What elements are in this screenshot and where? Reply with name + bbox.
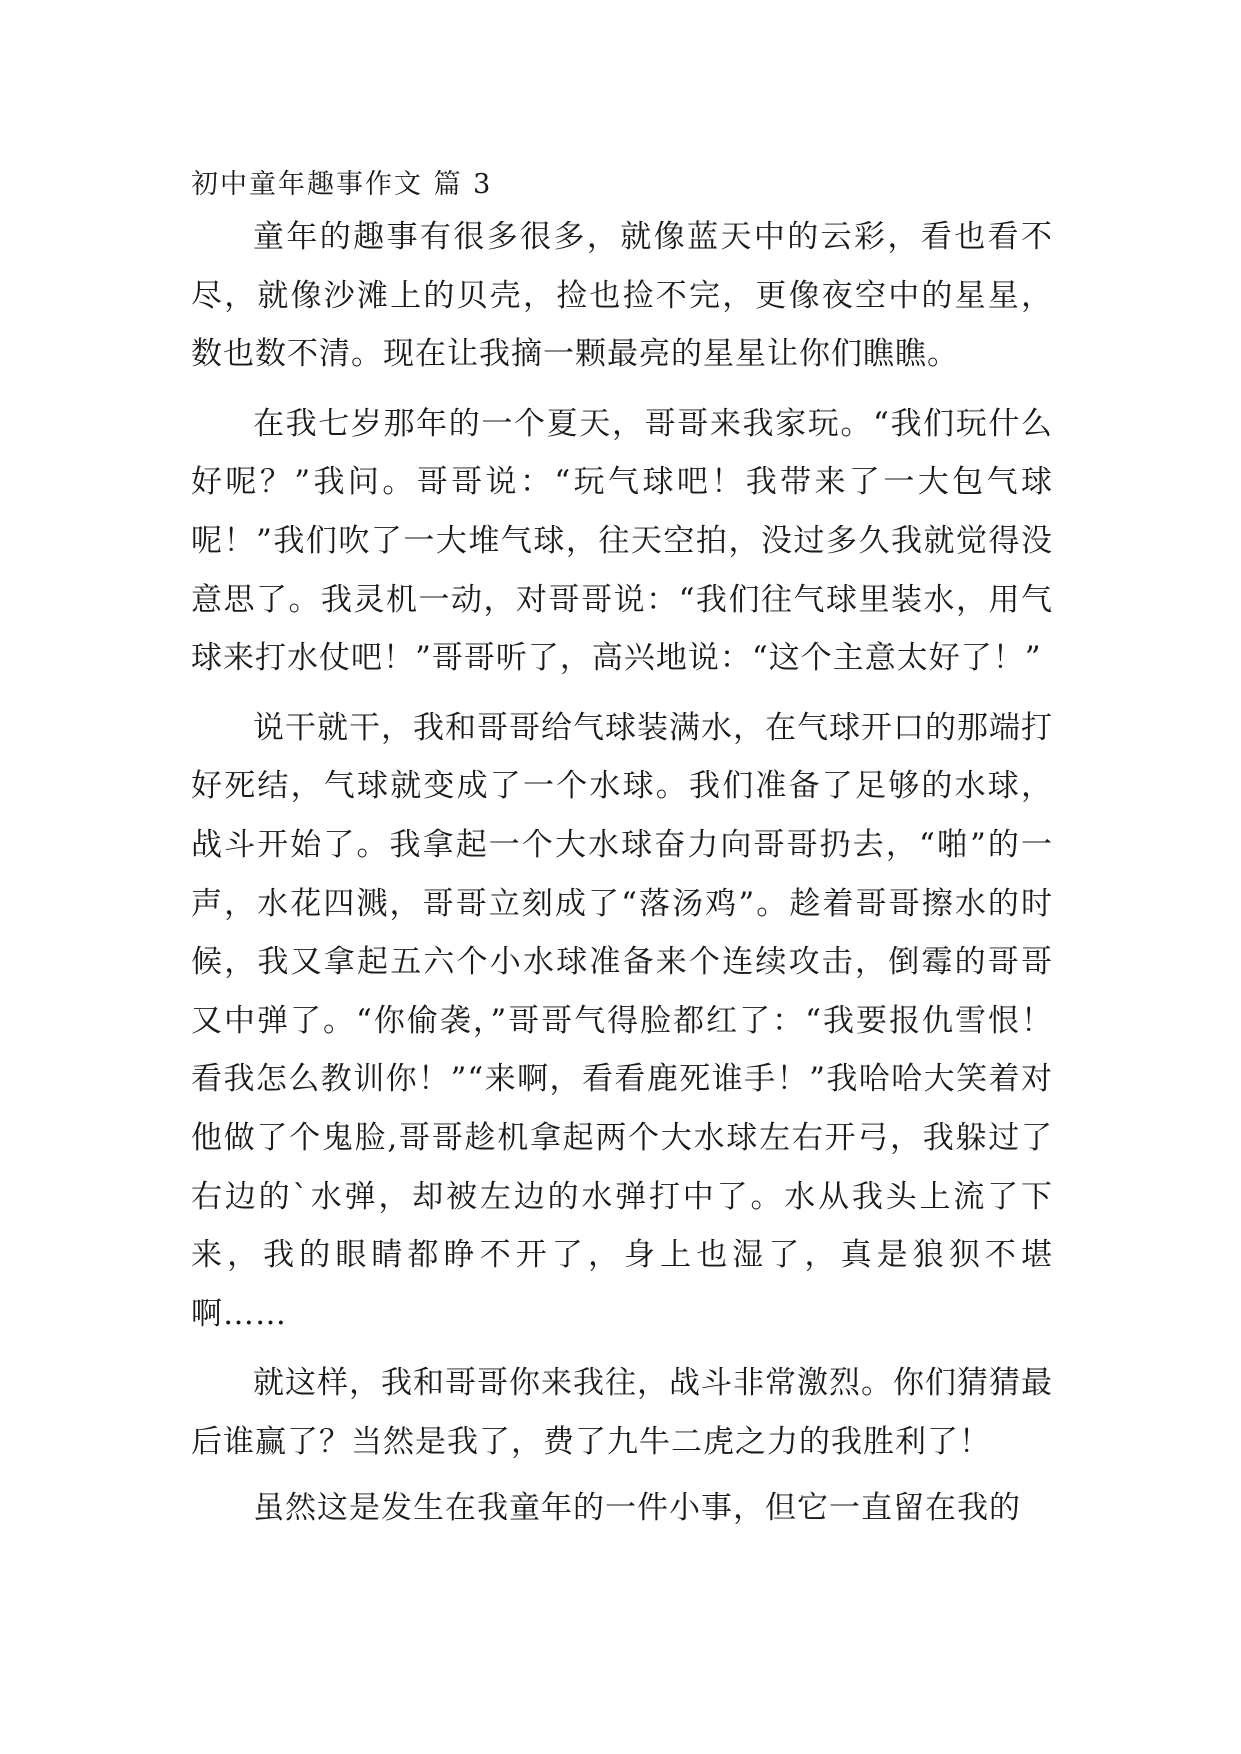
paragraph-1: 童年的趣事有很多很多，就像蓝天中的云彩，看也看不尽，就像沙滩上的贝壳，捡也捡不完，更像夜空中的星星，数也数不清。现在让我摘一颗最亮的星星让你们瞧瞧。 <box>191 219 1053 373</box>
paragraph-4: 就这样，我和哥哥你来我往，战斗非常激烈。你们猜猜最后谁赢了？当然是我了，费了九牛二虎之力的我胜利了！ <box>191 1365 1053 1460</box>
document-body <box>191 163 1053 1538</box>
paragraph-3: 说干就干，我和哥哥给气球装满水，在气球开口的那端打好死结，气球就变成了一个水球。我们准备了足够的水球，战斗开始了。我拿起一个大水球奋力向哥哥扔去，“啪”的一声，水花四溅，哥哥立刻成了“落汤鸡”。趁着哥哥擦水的时候，我又拿起五六个小水球准备来个连续攻击，倒霉的哥哥又中弹了。“你偷袭，”哥哥气得脸都红了：“我要报仇雪恨！看我怎么教训你！”“来啊，看看鹿死谁手！”我哈哈大笑着对他做了个鬼脸,哥哥趁机拿起两个大水球左右开弓，我躲过了右边的`水弹，却被左边的水弹打中了。水从我头上流了下来，我的眼睛都睁不开了，身上也湿了，真是狼狈不堪啊…… <box>191 709 1053 1332</box>
paragraph-5: 虽然这是发生在我童年的一件小事，但它一直留在我的 <box>253 1490 1021 1527</box>
paragraph-2: 在我七岁那年的一个夏天，哥哥来我家玩。“我们玩什么好呢？”我问。哥哥说：“玩气球吧！我带来了一大包气球呢！”我们吹了一大堆气球，往天空拍，没过多久我就觉得没意思了。我灵机一动，对哥哥说：“我们往气球里装水，用气球来打水仗吧！”哥哥听了，高兴地说：“这个主意太好了！” <box>191 405 1053 677</box>
document-title: 初中童年趣事作文 篇 3 <box>191 169 493 200</box>
